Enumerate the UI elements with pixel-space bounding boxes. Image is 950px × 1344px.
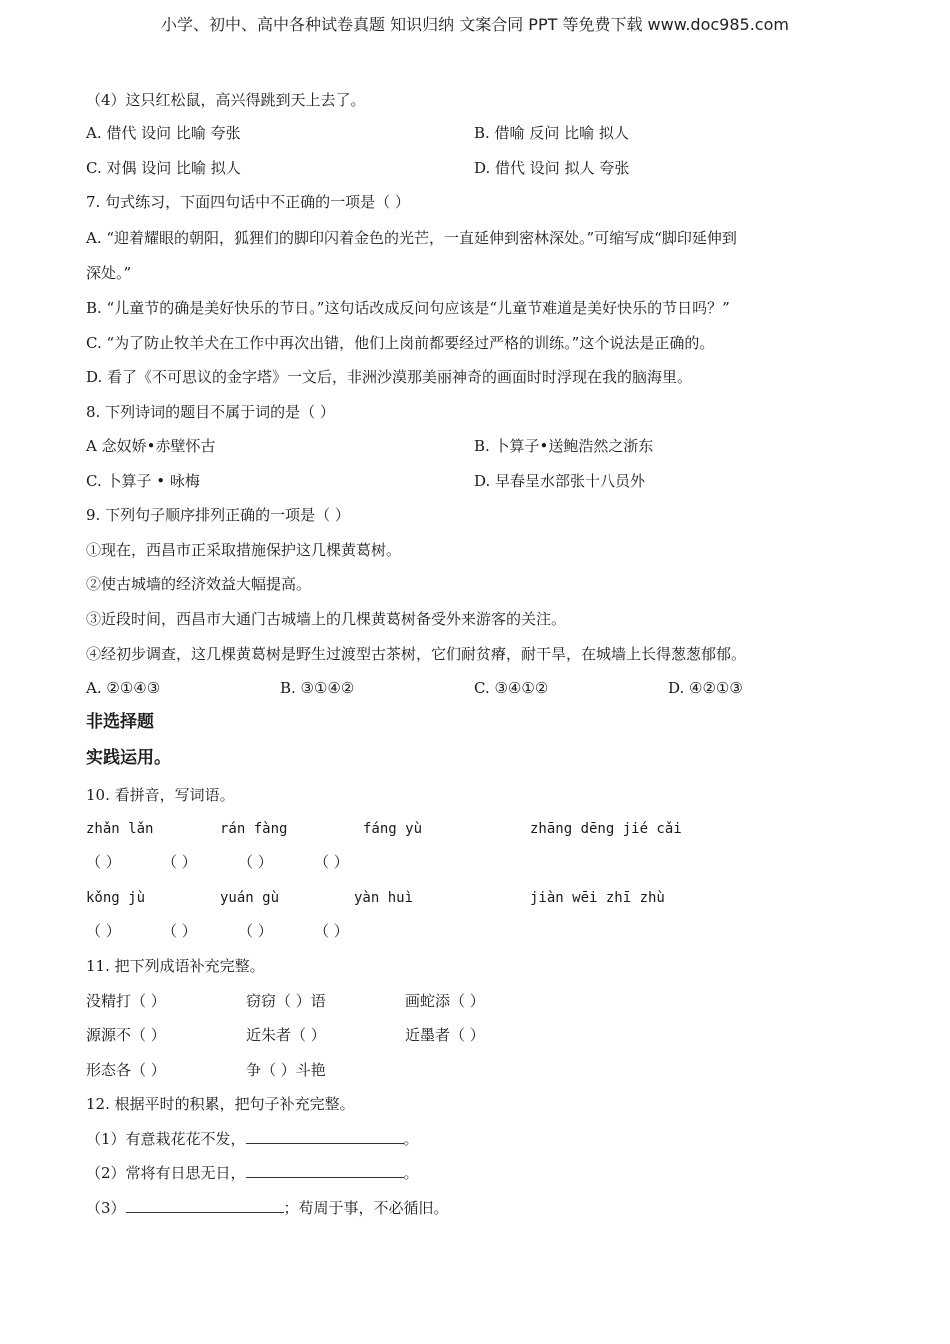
q12-line3-prefix: （3） xyxy=(86,1199,126,1217)
q9-sentence-2: ②使古城墙的经济效益大幅提高。 xyxy=(86,575,312,593)
q7-stem: 7. 句式练习，下面四句话中不正确的一项是（ ） xyxy=(86,193,410,211)
fill-blank[interactable] xyxy=(246,1163,404,1178)
idiom-item[interactable]: 没精打（ ） xyxy=(86,992,166,1010)
q6-4-option-b: B. 借喻 反问 比喻 拟人 xyxy=(474,124,629,142)
q8-stem: 8. 下列诗词的题目不属于词的是（ ） xyxy=(86,403,335,421)
q7-option-a-line1: A. “迎着耀眼的朝阳，狐狸们的脚印闪着金色的光芒，一直延伸到密林深处。”可缩写成“脚印延伸到 xyxy=(86,229,737,247)
q8-options-row1 xyxy=(86,436,654,456)
q9-sentence-4: ④经初步调查，这几棵黄葛树是野生过渡型古茶树，它们耐贫瘠，耐干旱，在城墙上长得葱葱郁郁。 xyxy=(86,645,747,663)
q9-option-c: C. ③④①② xyxy=(474,679,549,697)
q12-stem: 12. 根据平时的积累，把句子补充完整。 xyxy=(86,1095,355,1113)
answer-paren-long[interactable]: （ ） xyxy=(314,922,349,940)
q11-stem: 11. 把下列成语补充完整。 xyxy=(86,957,265,975)
answer-paren[interactable]: （ ） xyxy=(162,922,197,940)
pinyin-fangyu: fáng yù xyxy=(363,821,423,837)
q12-line2-prefix: （2）常将有日思无日， xyxy=(86,1164,246,1182)
q7-option-c: C. “为了防止牧羊犬在工作中再次出错，他们上岗前都要经过严格的训练。”这个说法是正确的。 xyxy=(86,334,715,352)
q8-option-b: B. 卜算子•送鲍浩然之浙东 xyxy=(474,437,654,455)
pinyin-kongju: kǒng jù xyxy=(86,890,146,906)
answer-paren[interactable]: （ ） xyxy=(238,922,273,940)
idiom-item[interactable]: 近墨者（ ） xyxy=(405,1026,485,1044)
q10-stem: 10. 看拼音，写词语。 xyxy=(86,786,235,804)
answer-paren[interactable]: （ ） xyxy=(86,853,121,871)
q6-4-options-row1 xyxy=(86,123,629,143)
idiom-item[interactable]: 源源不（ ） xyxy=(86,1026,166,1044)
idiom-item[interactable]: 近朱者（ ） xyxy=(246,1026,326,1044)
fill-blank[interactable] xyxy=(126,1198,284,1213)
q6-4-option-a: A. 借代 设问 比喻 夸张 xyxy=(86,124,241,142)
q7-option-d: D. 看了《不可思议的金字塔》一文后，非洲沙漠那美丽神奇的画面时时浮现在我的脑海里。 xyxy=(86,368,693,386)
answer-paren-long[interactable]: （ ） xyxy=(314,853,349,871)
q6-4-option-d: D. 借代 设问 拟人 夸张 xyxy=(474,159,630,177)
pinyin-yuangu: yuán gù xyxy=(220,890,280,906)
q7-option-a-line2: 深处。” xyxy=(86,264,132,282)
q6-4-option-c: C. 对偶 设问 比喻 拟人 xyxy=(86,159,241,177)
idiom-item[interactable]: 争（ ）斗艳 xyxy=(246,1061,326,1079)
q7-option-b: B. “儿童节的确是美好快乐的节日。”这句话改成反问句应该是“儿童节难道是美好快乐的节日吗？” xyxy=(86,299,730,317)
idiom-item[interactable]: 形态各（ ） xyxy=(86,1061,166,1079)
q9-option-a: A. ②①④③ xyxy=(86,679,161,697)
q8-option-a: A 念奴娇•赤壁怀古 xyxy=(86,437,216,455)
pinyin-ranfang: rán fàng xyxy=(220,821,288,837)
q12-line1-prefix: （1）有意栽花花不发， xyxy=(86,1130,246,1148)
q12-line-2 xyxy=(86,1163,419,1183)
q8-options-row2 xyxy=(86,471,646,491)
q9-sentence-1: ①现在，西昌市正采取措施保护这几棵黄葛树。 xyxy=(86,541,402,559)
pinyin-yanhui: yàn huì xyxy=(354,890,414,906)
q6-4-options-row2 xyxy=(86,158,630,178)
q12-line-3 xyxy=(86,1198,449,1218)
q9-option-d: D. ④②①③ xyxy=(668,679,743,697)
section-heading-practice: 实践运用。 xyxy=(86,748,171,768)
idiom-item[interactable]: 画蛇添（ ） xyxy=(405,992,485,1010)
q6-4-stem: （4）这只红松鼠，高兴得跳到天上去了。 xyxy=(86,91,366,109)
pinyin-jianweizhizhu: jiàn wēi zhī zhù xyxy=(530,890,665,906)
q12-line1-suffix: 。 xyxy=(403,1130,419,1148)
idiom-item[interactable]: 窃窃（ ）语 xyxy=(246,992,326,1010)
page-header: 小学、初中、高中各种试卷真题 知识归纳 文案合同 PPT 等免费下载 www.doc985.com xyxy=(161,15,789,34)
q8-option-c: C. 卜算子 • 咏梅 xyxy=(86,472,200,490)
q12-line3-suffix: ；苟周于事，不必循旧。 xyxy=(283,1199,449,1217)
q9-option-b: B. ③①④② xyxy=(280,679,355,697)
answer-paren[interactable]: （ ） xyxy=(162,853,197,871)
q8-option-d: D. 早春呈水部张十八员外 xyxy=(474,472,646,490)
q9-sentence-3: ③近段时间，西昌市大通门古城墙上的几棵黄葛树备受外来游客的关注。 xyxy=(86,610,567,628)
q12-line-1 xyxy=(86,1129,419,1149)
q9-stem: 9. 下列句子顺序排列正确的一项是（ ） xyxy=(86,506,350,524)
section-heading-non-choice: 非选择题 xyxy=(86,712,154,732)
answer-paren[interactable]: （ ） xyxy=(238,853,273,871)
fill-blank[interactable] xyxy=(246,1129,404,1144)
answer-paren[interactable]: （ ） xyxy=(86,922,121,940)
pinyin-zhanlan: zhǎn lǎn xyxy=(86,821,154,837)
pinyin-zhangdengjiecai: zhāng dēng jié cǎi xyxy=(530,821,682,837)
q12-line2-suffix: 。 xyxy=(403,1164,419,1182)
